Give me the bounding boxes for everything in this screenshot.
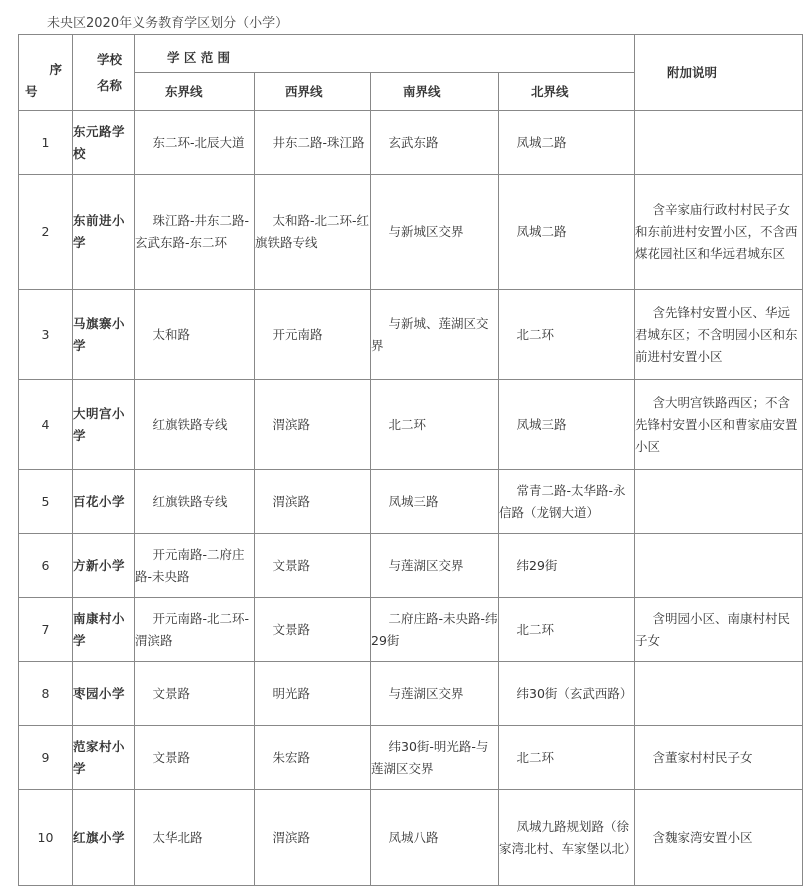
header-seq-a: 序 [49, 62, 62, 77]
row-west: 开元南路 [255, 290, 371, 380]
row-school: 枣园小学 [73, 662, 135, 726]
header-north: 北界线 [499, 73, 635, 111]
row-school: 红旗小学 [73, 790, 135, 886]
row-east: 珠江路-井东二路-玄武东路-东二环 [135, 175, 255, 290]
header-school [73, 35, 135, 111]
table-row [19, 790, 803, 886]
row-seq: 5 [19, 470, 73, 534]
row-south: 与莲湖区交界 [371, 534, 499, 598]
row-north: 凤城二路 [499, 111, 635, 175]
row-school: 大明宫小学 [73, 380, 135, 470]
row-north: 凤城九路规划路（徐家湾北村、车家堡以北） [499, 790, 635, 886]
row-seq: 1 [19, 111, 73, 175]
row-west: 明光路 [255, 662, 371, 726]
header-range [135, 35, 635, 73]
row-west: 朱宏路 [255, 726, 371, 790]
row-north: 纬29街 [499, 534, 635, 598]
row-notes [635, 470, 803, 534]
row-south: 与新城区交界 [371, 175, 499, 290]
row-north: 凤城三路 [499, 380, 635, 470]
row-school: 范家村小学 [73, 726, 135, 790]
row-notes: 含先锋村安置小区、华远君城东区；不含明园小区和东前进村安置小区 [635, 290, 803, 380]
header-east: 东界线 [135, 73, 255, 111]
row-south: 凤城八路 [371, 790, 499, 886]
header-notes-label: 附加说明 [667, 64, 718, 80]
row-east: 东二环-北辰大道 [135, 111, 255, 175]
row-seq: 7 [19, 598, 73, 662]
row-seq: 6 [19, 534, 73, 598]
header-seq [19, 35, 73, 111]
row-west: 渭滨路 [255, 380, 371, 470]
row-north: 凤城二路 [499, 175, 635, 290]
row-east: 红旗铁路专线 [135, 470, 255, 534]
table-row [19, 470, 803, 534]
table-row [19, 380, 803, 470]
row-west: 渭滨路 [255, 470, 371, 534]
header-seq-b: 号 [25, 84, 38, 99]
row-notes: 含大明宫铁路西区；不含先锋村安置小区和曹家庙安置小区 [635, 380, 803, 470]
header-row-1 [19, 35, 803, 73]
row-school: 马旗寨小学 [73, 290, 135, 380]
row-notes [635, 534, 803, 598]
row-east: 文景路 [135, 662, 255, 726]
row-seq: 8 [19, 662, 73, 726]
row-seq: 4 [19, 380, 73, 470]
row-notes: 含明园小区、南康村村民子女 [635, 598, 803, 662]
row-east: 文景路 [135, 726, 255, 790]
row-south: 北二环 [371, 380, 499, 470]
row-south: 与新城、莲湖区交界 [371, 290, 499, 380]
row-south: 与莲湖区交界 [371, 662, 499, 726]
row-south: 凤城三路 [371, 470, 499, 534]
row-west: 井东二路-珠江路 [255, 111, 371, 175]
row-north: 北二环 [499, 726, 635, 790]
row-south: 二府庄路-未央路-纬29街 [371, 598, 499, 662]
row-notes: 含辛家庙行政村村民子女和东前进村安置小区，不含西煤花园社区和华远君城东区 [635, 175, 803, 290]
row-school: 东前进小学 [73, 175, 135, 290]
school-district-table [18, 34, 803, 886]
row-east: 开元南路-二府庄路-未央路 [135, 534, 255, 598]
row-north: 北二环 [499, 290, 635, 380]
table-row [19, 726, 803, 790]
row-east: 太华北路 [135, 790, 255, 886]
row-south: 纬30街-明光路-与莲湖区交界 [371, 726, 499, 790]
row-school: 南康村小学 [73, 598, 135, 662]
row-notes [635, 111, 803, 175]
row-south: 玄武东路 [371, 111, 499, 175]
header-school-label: 学校名称 [97, 51, 123, 93]
row-west: 渭滨路 [255, 790, 371, 886]
table-row [19, 175, 803, 290]
header-south: 南界线 [371, 73, 499, 111]
row-notes: 含魏家湾安置小区 [635, 790, 803, 886]
row-east: 红旗铁路专线 [135, 380, 255, 470]
row-north: 常青二路-太华路-永信路（龙钢大道） [499, 470, 635, 534]
header-notes [635, 35, 803, 111]
table-caption: 未央区2020年义务教育学区划分（小学） [47, 16, 289, 31]
row-notes: 含董家村村民子女 [635, 726, 803, 790]
row-school: 东元路学校 [73, 111, 135, 175]
row-school: 方新小学 [73, 534, 135, 598]
row-seq: 10 [19, 790, 73, 886]
header-range-label: 学 区 范 围 [167, 50, 231, 65]
row-east: 开元南路-北二环-渭滨路 [135, 598, 255, 662]
row-notes [635, 662, 803, 726]
row-north: 纬30街（玄武西路） [499, 662, 635, 726]
row-seq: 9 [19, 726, 73, 790]
table-row [19, 111, 803, 175]
row-west: 太和路-北二环-红旗铁路专线 [255, 175, 371, 290]
table-row [19, 290, 803, 380]
row-west: 文景路 [255, 534, 371, 598]
table-row [19, 598, 803, 662]
row-seq: 2 [19, 175, 73, 290]
table-row [19, 662, 803, 726]
row-east: 太和路 [135, 290, 255, 380]
row-seq: 3 [19, 290, 73, 380]
row-north: 北二环 [499, 598, 635, 662]
row-school: 百花小学 [73, 470, 135, 534]
table-row [19, 534, 803, 598]
row-west: 文景路 [255, 598, 371, 662]
header-west: 西界线 [255, 73, 371, 111]
